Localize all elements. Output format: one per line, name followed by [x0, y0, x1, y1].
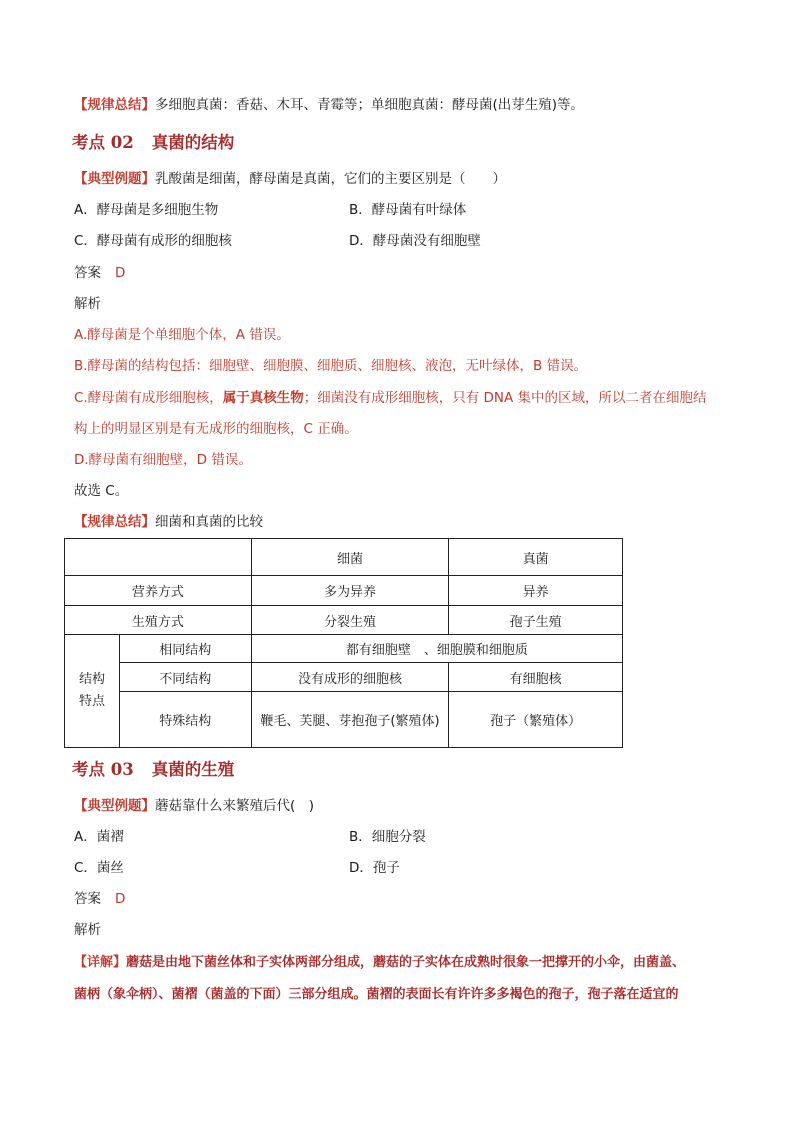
- option-a: A．酵母菌是多细胞生物: [74, 202, 219, 218]
- option-c-2: C．菌丝: [74, 860, 124, 876]
- cell-nutrition-fungi: 异养: [449, 576, 623, 606]
- cell-nutrition-bacteria: 多为异养: [251, 576, 449, 606]
- row-label-same: 相同结构: [119, 635, 251, 663]
- section-title: 真菌的结构: [151, 133, 235, 152]
- table-row: [65, 692, 623, 748]
- option-b-2: B．细胞分裂: [349, 829, 426, 845]
- analysis-line-c2: 构上的明显区别是有无成形的细胞核，C 正确。: [74, 421, 358, 437]
- table-row: [65, 539, 623, 576]
- cell-same-structure: 都有细胞壁 、细胞膜和细胞质: [251, 635, 622, 663]
- header-fungi: 真菌: [449, 539, 623, 576]
- comparison-table: [64, 538, 623, 748]
- analysis-c-part2: ；细菌没有成形细胞核，只有 DNA 集中的区域，所以二者在细胞结: [303, 390, 707, 406]
- row-label-reproduction: 生殖方式: [65, 606, 252, 635]
- detail-tag: 【详解】: [74, 955, 127, 970]
- option-a-2: A．菌褶: [74, 829, 124, 845]
- section-heading-02: [72, 132, 234, 154]
- group-label-line2: 特点: [78, 694, 105, 709]
- option-b: B．酵母菌有叶绿体: [349, 202, 467, 218]
- option-d-2: D．孢子: [349, 860, 400, 876]
- option-d: D．酵母菌没有细胞壁: [349, 233, 481, 249]
- example-tag: 【典型例题】: [74, 171, 155, 187]
- section-title: 真菌的生殖: [151, 760, 235, 779]
- summary-text: 多细胞真菌：香菇、木耳、青霉等；单细胞真菌：酵母菌(出芽生殖)等。: [155, 97, 585, 113]
- analysis-label: 解析: [74, 296, 101, 312]
- cell-reproduction-bacteria: 分裂生殖: [251, 606, 449, 635]
- analysis-label-2: 解析: [74, 922, 101, 938]
- table-row: [65, 663, 623, 692]
- answer-label-2: 答案: [74, 891, 101, 907]
- answer-value: D: [115, 265, 126, 281]
- row-group-structure: [65, 635, 120, 748]
- analysis-c-part1: C.酵母菌有成形细胞核，: [74, 390, 223, 406]
- cell-special-fungi: 孢子（繁殖体）: [449, 692, 623, 748]
- detail-line-1: [74, 954, 685, 972]
- section-heading-03: [72, 759, 234, 781]
- row-label-diff: 不同结构: [119, 663, 251, 692]
- summary-line-2: [74, 513, 263, 531]
- option-c: C．酵母菌有成形的细胞核: [74, 233, 232, 249]
- summary-tag: 【规律总结】: [74, 97, 155, 113]
- detail-line-2: 菌柄（象伞柄）、菌褶（菌盖的下面）三部分组成。菌褶的表面长有许许多多褐色的孢子，孢子落在适宜的: [74, 987, 679, 1002]
- question-stem: [74, 170, 506, 188]
- analysis-c-bold: 属于真核生物: [222, 390, 304, 406]
- cell-diff-fungi: 有细胞核: [449, 663, 623, 692]
- detail-text-1: 蘑菇是由地下菌丝体和子实体两部分组成，蘑菇的子实体在成熟时很象一把撑开的小伞，由菌盖、: [126, 955, 686, 970]
- header-bacteria: 细菌: [251, 539, 449, 576]
- group-label-line1: 结构: [78, 672, 105, 687]
- question-stem-2: [74, 797, 314, 815]
- example-tag-2: 【典型例题】: [74, 798, 155, 814]
- cell-diff-bacteria: 没有成形的细胞核: [251, 663, 449, 692]
- analysis-line-a: A.酵母菌是个单细胞个体，A 错误。: [74, 327, 290, 343]
- answer-value-2: D: [115, 891, 126, 907]
- analysis-conclusion: 故选 C。: [74, 483, 129, 499]
- analysis-line-b: B.酵母菌的结构包括：细胞壁、细胞膜、细胞质、细胞核、液泡，无叶绿体，B 错误。: [74, 358, 588, 374]
- row-label-special: 特殊结构: [119, 692, 251, 748]
- question-text-2: 蘑菇靠什么来繁殖后代( ): [155, 798, 315, 814]
- analysis-line-c: [74, 389, 707, 407]
- cell-special-bacteria: 鞭毛、芙腿、芽抱孢子(繁殖体): [251, 692, 449, 748]
- summary-line-1: [74, 96, 584, 114]
- answer-label: 答案: [74, 265, 101, 281]
- summary-tag-2: 【规律总结】: [74, 514, 155, 530]
- table-row: [65, 576, 623, 606]
- row-label-nutrition: 营养方式: [65, 576, 252, 606]
- cell-reproduction-fungi: 孢子生殖: [449, 606, 623, 635]
- answer-line: [74, 264, 125, 282]
- table-corner-cell: [65, 539, 252, 576]
- section-number: 考点 03: [72, 760, 134, 779]
- answer-line-2: [74, 890, 125, 908]
- analysis-line-d: D.酵母菌有细胞壁，D 错误。: [74, 452, 252, 468]
- section-number: 考点 02: [72, 133, 134, 152]
- question-text: 乳酸菌是细菌，酵母菌是真菌，它们的主要区别是（ ）: [155, 171, 506, 187]
- table-row: [65, 606, 623, 635]
- summary-text-2: 细菌和真菌的比较: [155, 514, 263, 530]
- table-row: [65, 635, 623, 663]
